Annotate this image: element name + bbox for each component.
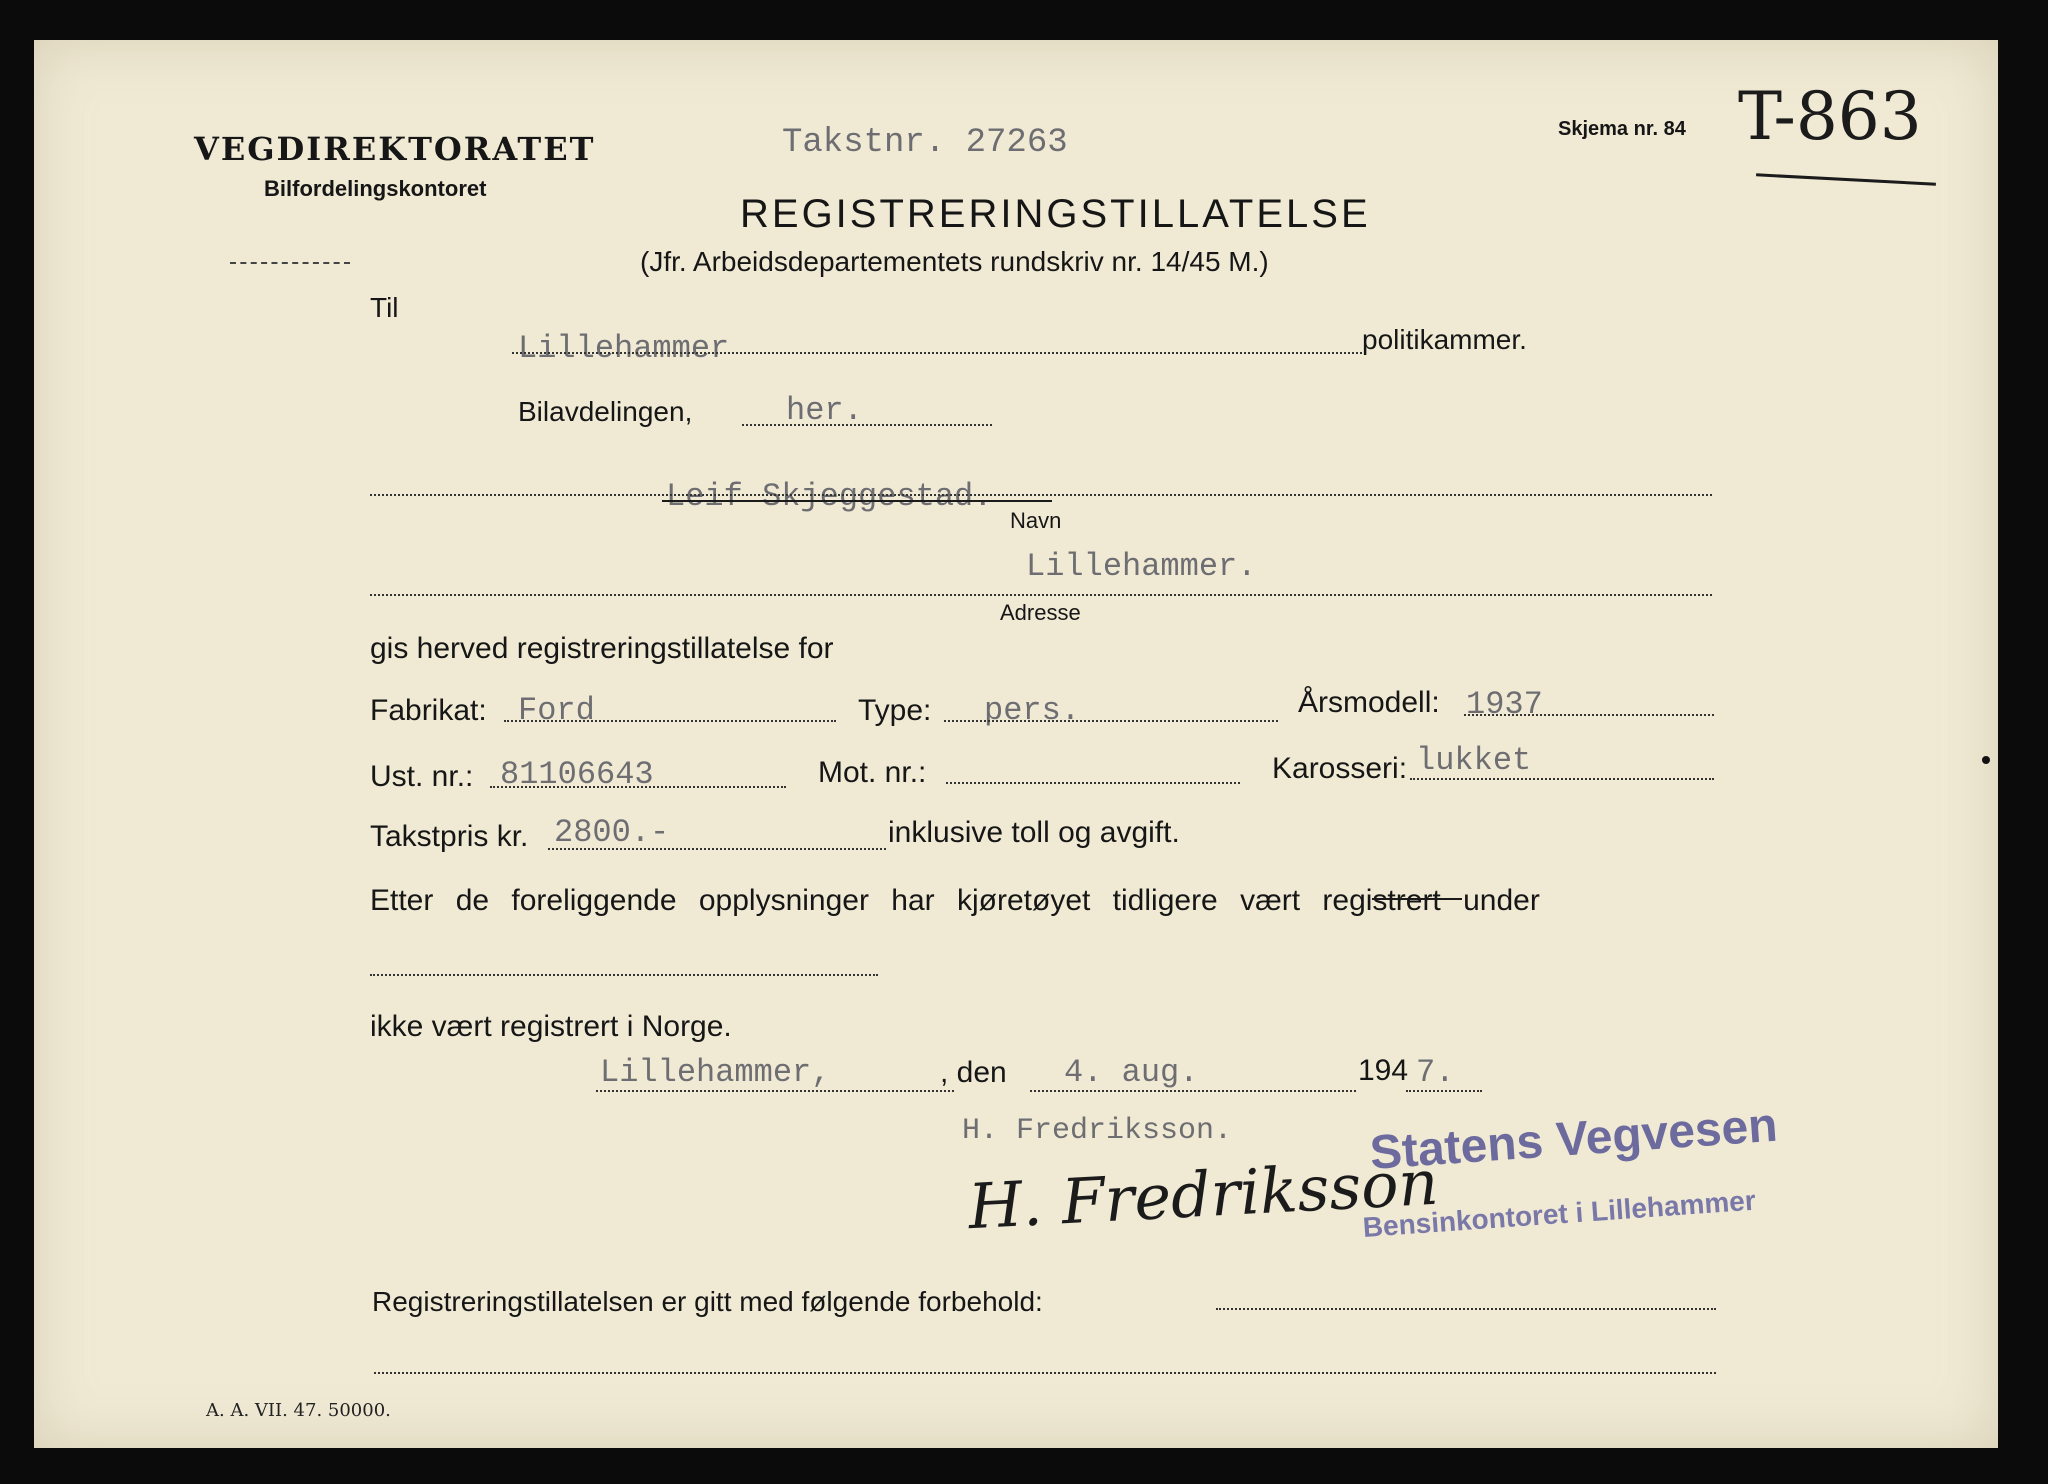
print-code: A. A. VII. 47. 50000. [206,1400,391,1421]
issue-date-line [1030,1090,1356,1092]
history-line-1: Etter de foreliggende opplysninger har kjøretøyet tidligere vært registrert under [370,884,1540,917]
body-line [1410,778,1714,780]
year-line [1464,714,1714,716]
year-value: 1937 [1466,686,1543,723]
issue-year-line [1406,1090,1482,1092]
history-strike [1372,898,1462,900]
chassis-line [490,786,786,788]
history-line-blank [370,974,878,976]
owner-address-value: Lillehammer. [1026,548,1257,585]
conditions-line-2 [374,1372,1716,1374]
motor-label: Mot. nr.: [818,756,927,789]
owner-address-line [370,594,1712,596]
make-value: Ford [518,692,595,729]
police-district-line [512,352,1362,354]
conditions-label: Registreringstillatelsen er gitt med følgende forbehold: [372,1286,1043,1317]
dept-value: her. [786,392,863,429]
body-label: Karosseri: [1272,752,1408,785]
owner-name-strike [662,500,1052,502]
owner-name-value: Leif Skjeggestad. [666,478,993,515]
paper-mark [230,262,350,264]
handwritten-signature: H. Fredriksson [966,1145,1441,1244]
schema-number: Skjema nr. 84 [1558,118,1686,140]
typed-signatory: H. Fredriksson. [962,1114,1233,1148]
type-line [944,720,1278,722]
office-name: Bilfordelingskontoret [264,176,487,201]
motor-line [946,782,1240,784]
year-label: Årsmodell: [1298,686,1440,719]
dept-label: Bilavdelingen, [518,396,693,427]
price-label: Takstpris kr. [370,820,529,853]
price-value: 2800.- [554,814,670,851]
chassis-label: Ust. nr.: [370,760,474,793]
archive-mark: T-863 [1738,78,1922,155]
history-line-2: ikke vært registrert i Norge. [370,1010,732,1043]
org-name: VEGDIREKTORATET [194,130,596,168]
conditions-line-1 [1216,1308,1716,1310]
stamp-line-1: Statens Vegvesen [1368,1098,1780,1181]
type-value: pers. [984,692,1081,729]
document-subtitle: (Jfr. Arbeidsdepartementets rundskriv nr. 14/45 M.) [640,246,1269,277]
takst-number: Takstnr. 27263 [782,124,1068,162]
type-label: Type: [858,694,932,727]
body-value: lukket [1416,742,1532,779]
issue-place: Lillehammer, [600,1054,831,1091]
ink-dot [1982,756,1990,764]
make-label: Fabrikat: [370,694,487,727]
issue-date: 4. aug. [1064,1054,1199,1091]
grant-text: gis herved registreringstillatelse for [370,632,834,665]
owner-name-line [370,494,1712,496]
issue-den: , den [940,1056,1007,1089]
issue-place-line [596,1090,954,1092]
to-label: Til [370,292,399,323]
issue-year-typed: 7. [1416,1054,1455,1091]
price-suffix: inklusive toll og avgift. [888,816,1180,849]
police-label: politikammer. [1362,324,1527,355]
name-label: Navn [1010,508,1062,533]
make-line [504,720,836,722]
dept-line [742,424,992,426]
stamp-line-2: Bensinkontoret i Lillehammer [1361,1184,1757,1244]
issue-year-printed: 194 [1358,1054,1409,1087]
police-district-value: Lillehammer [518,330,730,367]
address-label: Adresse [1000,600,1081,625]
price-line [548,848,886,850]
chassis-value: 81106643 [500,756,654,793]
document-title: REGISTRERINGSTILLATELSE [740,192,1371,236]
